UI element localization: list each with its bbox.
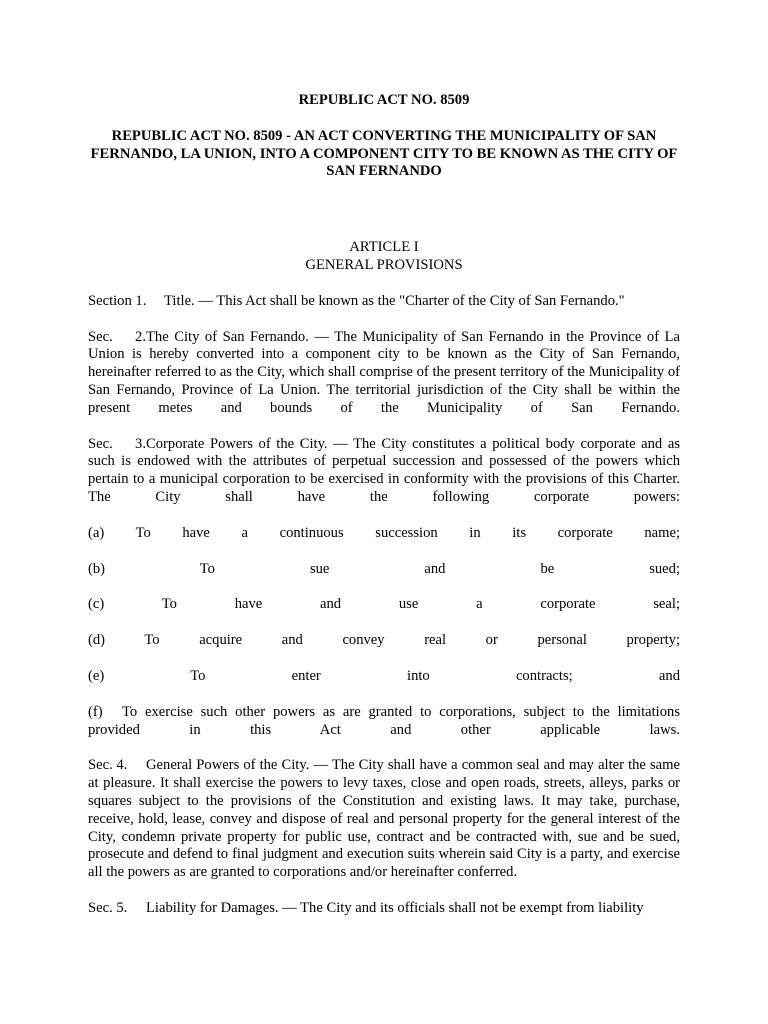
section-4-text: General Powers of the City. — The City shall have a common seal and may alter the same at pleasure. It shall exercise the powers to levy taxes, close and open roads, streets, alleys, parks or squares subject to the provisions of the Constitution and existing laws. It may take, purchase, receive, hold, lease, convey and dispose of real and personal property for the general interest of the City, condemn private property for public use, contract and be contracted with, sue and be sued, prosecute and defend to final judgment and execution suits wherein said City is a party, and exercise all the powers as are granted to corporations and/or hereinafter conferred. [88, 757, 680, 881]
list-item-text: To have and use a corporate seal; [161, 596, 680, 613]
list-item-label: (b) [88, 560, 106, 577]
list-item-text: To acquire and convey real or personal property; [144, 632, 681, 649]
act-title-heading: REPUBLIC ACT NO. 8509 - AN ACT CONVERTING THE MUNICIPALITY OF SAN FERNANDO, LA UNION, INTO A COMPONENT CITY TO BE KNOWN AS THE CITY OF SAN FERNANDO [90, 127, 678, 180]
list-item-label: (f) [88, 703, 103, 720]
list-item-e [88, 668, 680, 686]
section-4-number: Sec. 4. [88, 757, 128, 774]
list-item-label: (a) [88, 524, 105, 541]
list-item-c [88, 596, 680, 614]
section-3-text: Corporate Powers of the City. — The City constitutes a political body corporate and as such is endowed with the attributes of perpetual succession and possessed of the powers which pertain to a municipal corporation to be exercised in conformity with the provisions of this Charter. The City shall have the following corporate powers: [88, 435, 680, 505]
list-item-text: To sue and be sued; [199, 560, 681, 577]
article-number: ARTICLE I [349, 239, 419, 256]
list-item-text: To have a continuous succession in its corporate name; [135, 524, 681, 541]
list-item-text: To exercise such other powers as are granted to corporations, subject to the limitations provided in this Act and other applicable laws. [88, 703, 680, 738]
article-title: GENERAL PROVISIONS [305, 256, 463, 273]
list-item-label: (e) [88, 667, 105, 684]
list-item-f [88, 704, 680, 740]
section-1-text: Title. — This Act shall be known as the "Charter of the City of San Fernando." [164, 292, 625, 309]
section-3 [88, 436, 680, 507]
section-2-number: Sec. 2. [88, 328, 146, 345]
list-item-a [88, 525, 680, 543]
section-3-number: Sec. 3. [88, 435, 146, 452]
list-item-d [88, 632, 680, 650]
section-5 [88, 900, 680, 918]
section-1-number: Section 1. [88, 292, 147, 309]
section-4 [88, 757, 680, 882]
section-2 [88, 329, 680, 418]
act-number-heading: REPUBLIC ACT NO. 8509 [298, 92, 470, 108]
section-1 [88, 293, 680, 311]
list-item-label: (d) [88, 632, 106, 649]
article-heading [88, 239, 680, 275]
list-item-b [88, 561, 680, 579]
section-5-text: Liability for Damages. — The City and its officials shall not be exempt from liability [146, 899, 644, 916]
section-5-number: Sec. 5. [88, 899, 128, 916]
list-item-text: To enter into contracts; and [190, 667, 680, 684]
list-item-label: (c) [88, 596, 105, 613]
section-2-text: The City of San Fernando. — The Municipality of San Fernando in the Province of La Union is hereby converted into a component city to be known as the City of San Fernando, hereinafter referred to as the City, which shall comprise of the present territory of the Municipality of San Fernando, Province of La Union. The territorial jurisdiction of the City shall be within the present metes and bounds of the Municipality of San Fernando. [88, 328, 680, 416]
